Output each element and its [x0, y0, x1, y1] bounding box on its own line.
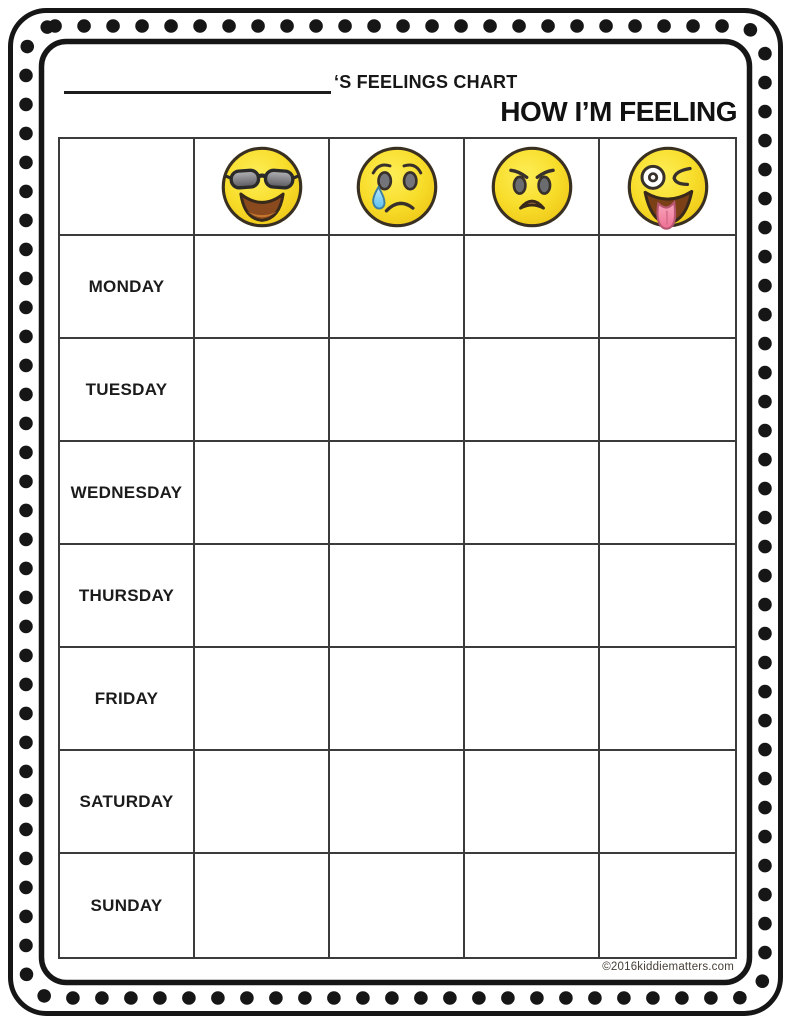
day-label-cell	[60, 854, 195, 957]
feeling-cell[interactable]	[465, 339, 600, 442]
feeling-cell[interactable]	[330, 545, 465, 648]
feeling-cell[interactable]	[465, 854, 600, 957]
feeling-cell[interactable]	[195, 545, 330, 648]
day-label-cell	[60, 648, 195, 751]
feeling-cell[interactable]	[330, 648, 465, 751]
day-label: TUESDAY	[85, 379, 168, 399]
day-label: FRIDAY	[94, 688, 159, 708]
sad-crying-face-icon	[352, 143, 442, 231]
feeling-cell[interactable]	[195, 442, 330, 545]
corner-cell	[60, 139, 195, 236]
copyright-text: ©2016kiddiematters.com	[602, 961, 734, 973]
feeling-cell[interactable]	[465, 236, 600, 339]
day-label: THURSDAY	[78, 585, 175, 605]
feeling-cell[interactable]	[600, 751, 735, 854]
day-label-cell	[60, 442, 195, 545]
feeling-cell[interactable]	[600, 545, 735, 648]
feeling-cell[interactable]	[600, 339, 735, 442]
day-label: SATURDAY	[79, 791, 174, 811]
feeling-cell[interactable]	[600, 648, 735, 751]
winking-tongue-out-face-icon	[623, 143, 713, 231]
emoji-header-cell-angry	[465, 139, 600, 236]
name-fill-in-line[interactable]	[64, 62, 331, 94]
feeling-cell[interactable]	[465, 545, 600, 648]
day-label-cell	[60, 236, 195, 339]
emoji-header-cell-cool	[195, 139, 330, 236]
feeling-cell[interactable]	[330, 442, 465, 545]
name-title-row	[64, 62, 517, 94]
feeling-cell[interactable]	[330, 236, 465, 339]
feeling-cell[interactable]	[195, 751, 330, 854]
feeling-cell[interactable]	[330, 854, 465, 957]
worksheet-title: ‘S FEELINGS CHART	[334, 72, 518, 92]
day-label: WEDNESDAY	[70, 482, 183, 502]
day-label: MONDAY	[88, 276, 165, 296]
feeling-cell[interactable]	[195, 236, 330, 339]
emoji-header-cell-silly	[600, 139, 735, 236]
feeling-cell[interactable]	[600, 854, 735, 957]
day-label: SUNDAY	[90, 895, 163, 915]
feeling-cell[interactable]	[330, 751, 465, 854]
worksheet-subtitle: HOW I’M FEELING	[500, 96, 737, 127]
feeling-cell[interactable]	[195, 339, 330, 442]
feeling-cell[interactable]	[330, 339, 465, 442]
feeling-cell[interactable]	[600, 442, 735, 545]
feeling-cell[interactable]	[195, 854, 330, 957]
feeling-cell[interactable]	[600, 236, 735, 339]
day-label-cell	[60, 339, 195, 442]
feeling-cell[interactable]	[465, 442, 600, 545]
emoji-header-cell-sad	[330, 139, 465, 236]
feeling-cell[interactable]	[195, 648, 330, 751]
day-label-cell	[60, 545, 195, 648]
feeling-cell[interactable]	[465, 751, 600, 854]
feelings-grid	[58, 137, 737, 959]
angry-face-icon	[487, 143, 577, 231]
feeling-cell[interactable]	[465, 648, 600, 751]
day-label-cell	[60, 751, 195, 854]
cool-face-sunglasses-icon	[217, 143, 307, 231]
